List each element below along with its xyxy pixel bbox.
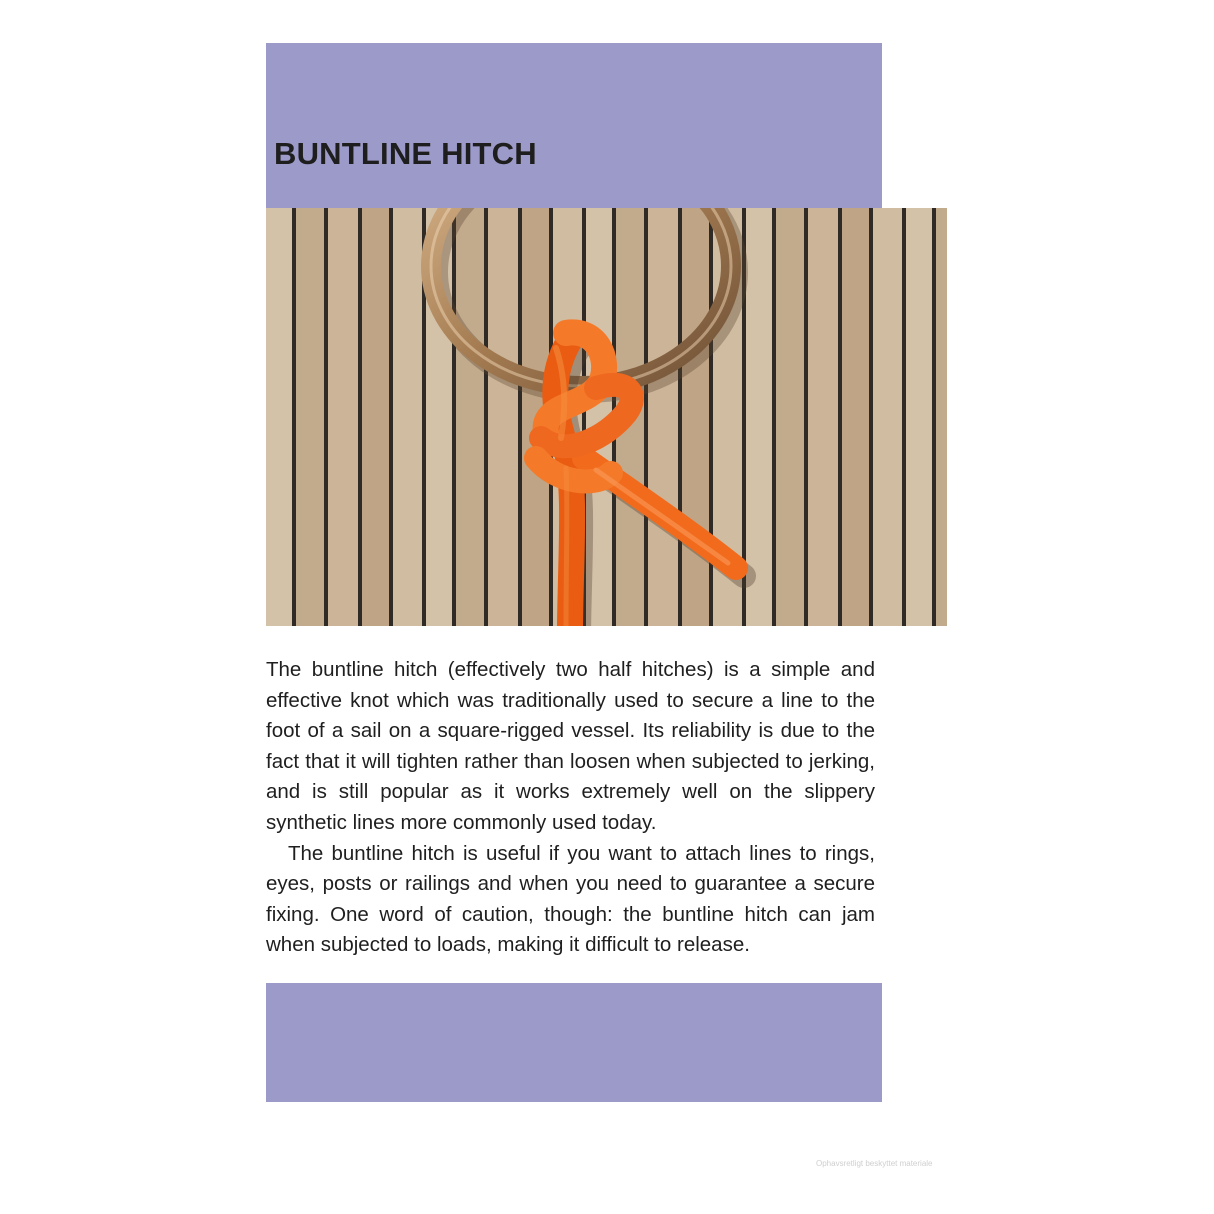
deck-plank	[936, 208, 947, 626]
deck-plank	[776, 208, 808, 626]
deck-seam	[452, 208, 456, 626]
deck-plank	[808, 208, 842, 626]
deck-seam	[678, 208, 682, 626]
deck-plank	[393, 208, 426, 626]
deck-seam	[772, 208, 776, 626]
deck-plank	[266, 208, 296, 626]
deck-seam	[902, 208, 906, 626]
deck-plank	[328, 208, 362, 626]
page-title: BUNTLINE HITCH	[274, 136, 537, 171]
deck-seam	[292, 208, 296, 626]
deck-plank	[873, 208, 906, 626]
deck-plank	[842, 208, 873, 626]
deck-seam	[358, 208, 362, 626]
deck-seam	[838, 208, 842, 626]
deck-seam	[518, 208, 522, 626]
deck-seam	[869, 208, 873, 626]
footer-band	[266, 983, 882, 1102]
deck-plank	[296, 208, 328, 626]
deck-seam	[804, 208, 808, 626]
knot-illustration	[266, 208, 947, 626]
deck-plank	[456, 208, 488, 626]
deck-plank	[488, 208, 522, 626]
deck-plank	[362, 208, 393, 626]
deck-seam	[644, 208, 648, 626]
deck-seam	[324, 208, 328, 626]
copyright-watermark: Ophavsretligt beskyttet materiale	[816, 1159, 933, 1168]
deck-plank	[746, 208, 776, 626]
paragraph-2: The buntline hitch is useful if you want to attach lines to rings, eyes, posts or railings and when you need to guarantee a secure fixing. One word of caution, though: the buntline hitch can jam when subjected to loads, making it difficult to release.	[266, 841, 875, 957]
deck-seam	[389, 208, 393, 626]
deck-seam	[484, 208, 488, 626]
body-text	[266, 655, 875, 961]
deck-plank	[906, 208, 936, 626]
deck-seam	[932, 208, 936, 626]
header-band	[266, 43, 882, 208]
paragraph-1: The buntline hitch (effectively two half hitches) is a simple and effective knot which was traditionally used to secure a line to the foot of a sail on a square-rigged vessel. Its reliability is due to the fact that it will tighten rather than loosen when subjected to jerking, and is still popular as it works extremely well on the slippery synthetic lines more commonly used today.	[266, 658, 875, 834]
deck-plank	[648, 208, 682, 626]
